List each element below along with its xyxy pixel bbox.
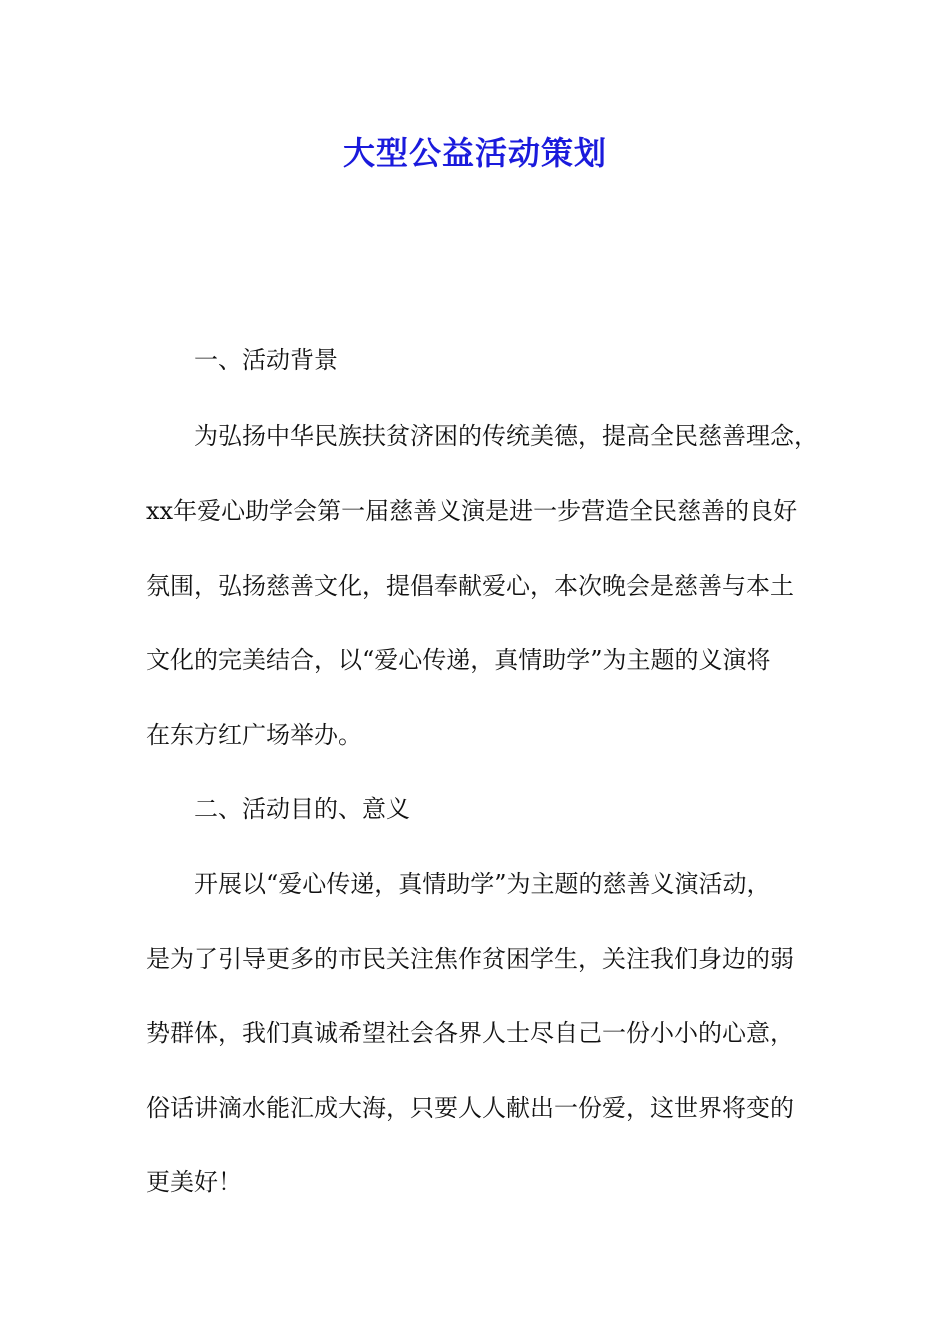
paragraph-line: 开展以“爱心传递，真情助学”为主题的慈善义演活动， <box>194 870 771 898</box>
section-heading-purpose: 二、活动目的、意义 <box>194 795 410 823</box>
paragraph-line: xx年爱心助学会第一届慈善义演是进一步营造全民慈善的良好 <box>146 497 798 525</box>
paragraph-line: 在东方红广场举办。 <box>146 721 362 749</box>
paragraph-line: 为弘扬中华民族扶贫济困的传统美德，提高全民慈善理念， <box>194 422 818 450</box>
paragraph-line: 文化的完美结合，以“爱心传递，真情助学”为主题的义演将 <box>146 646 771 674</box>
paragraph-line: 是为了引导更多的市民关注焦作贫困学生，关注我们身边的弱 <box>146 945 794 973</box>
paragraph-line: 势群体，我们真诚希望社会各界人士尽自己一份小小的心意， <box>146 1019 794 1047</box>
paragraph-line: 俗话讲滴水能汇成大海，只要人人献出一份爱，这世界将变的 <box>146 1094 794 1122</box>
paragraph-line: 更美好！ <box>146 1168 242 1196</box>
document-title: 大型公益活动策划 <box>342 134 607 172</box>
paragraph-line: 氛围，弘扬慈善文化，提倡奉献爱心，本次晚会是慈善与本土 <box>146 572 794 600</box>
section-heading-background: 一、活动背景 <box>194 346 338 374</box>
